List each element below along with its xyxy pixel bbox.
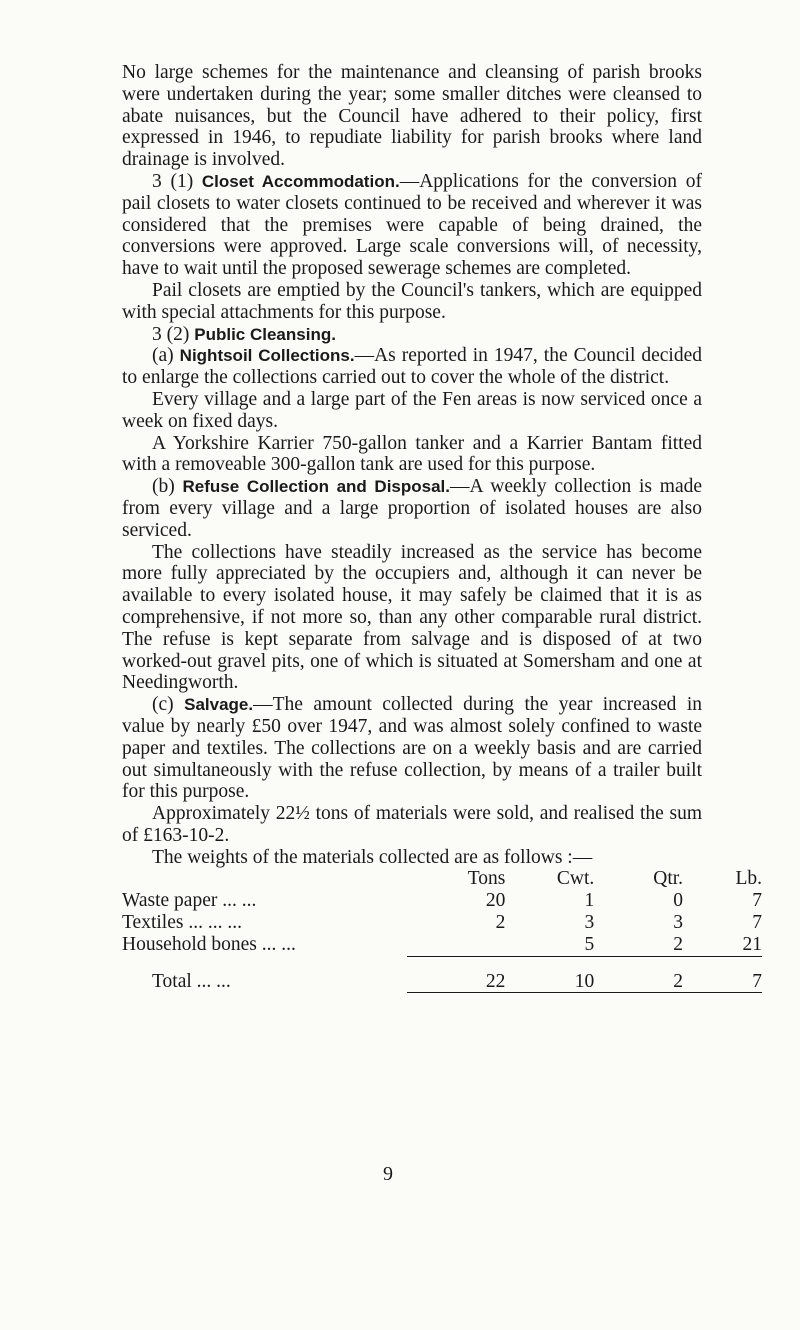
row-lb: 21 [742,933,762,955]
village-service-paragraph: Every village and a large part of the Fen areas is now serviced once a week on fixed days. [122,388,702,432]
section-heading: Closet Accommodation. [201,171,400,191]
row-tons [407,934,515,956]
section-3-2 [122,324,702,346]
table-total-row [122,956,762,993]
total-cwt: 10 [515,956,604,993]
total-label: Total ... ... [152,970,231,992]
weights-table [122,868,762,997]
table-row [122,912,762,934]
total-qtr: 2 [604,956,693,993]
row-lb: 7 [752,890,762,912]
section-number: 3 (2) [152,323,190,345]
row-name: Household bones ... ... [122,934,296,956]
row-cwt: 3 [584,912,595,934]
row-lb: 7 [752,912,762,934]
tanker-paragraph: A Yorkshire Karrier 750-gallon tanker and a Karrier Bantam fitted with a removeable 300-gallon tank are used for this purpose. [122,432,702,476]
document-page [122,62,762,997]
row-name: Textiles ... ... ... [122,912,242,934]
collections-paragraph: The collections have steadily increased as the service has become more fully appreciated by the occupiers and, although it can never be available to every isolated house, it may safely be claimed that it is as comprehensive, if not more so, than any other comparable rural district. The refuse is kept separate from salvage and is disposed of at two worked-out gravel pits, one of which is situated at Somersham and one at Needingworth. [122,541,702,694]
table-bottom-rule [122,993,762,998]
row-qtr: 3 [673,912,684,934]
row-cwt: 1 [584,890,595,912]
section-3-1 [122,171,702,280]
row-name: Waste paper ... ... [122,890,257,912]
header-tons: Tons [467,868,506,890]
section-heading: Public Cleansing. [194,324,336,344]
section-number: 3 (1) [152,170,194,192]
subsection-c [122,694,702,803]
subsection-heading: Nightsoil Collections. [179,346,355,366]
page-number: 9 [383,1163,393,1185]
header-cwt: Cwt. [556,868,595,890]
subsection-text: —The amount collected during the year increased in value by nearly £50 over 1947, and was almost solely confined to waste paper and textiles. The collections are on a weekly basis and are carried out simultaneously with the refuse collection, by means of a trailer built for this purpose. [122,694,702,803]
subsection-heading: Salvage. [184,695,254,715]
total-tons: 22 [407,956,515,993]
subsection-a [122,345,702,389]
subsection-heading: Refuse Collection and Disposal. [182,477,451,497]
table-row [122,934,762,956]
section-text: —Applications for the conversion of pail closets to water closets continued to be received and wherever it was considered that the premises were capable of being drained, the conversions were approved. Large scale conversions will, of necessity, have to wait until the proposed sewerage schemes are completed. [122,170,703,280]
subsection-label: (c) [152,694,174,716]
row-qtr: 2 [673,933,684,955]
row-cwt: 5 [584,933,595,955]
subsection-label: (b) [152,476,175,498]
row-tons: 20 [485,890,506,912]
subsection-label: (a) [152,345,174,367]
header-qtr: Qtr. [653,868,684,890]
tons-sold-paragraph: Approximately 22½ tons of materials were sold, and realised the sum of £163-10-2. [122,803,702,846]
header-lb: Lb. [735,868,762,890]
subsection-text: —As reported in 1947, the Council decided to enlarge the collections carried out to cover the whole of the district. [122,345,702,389]
subsection-text: —A weekly collection is made from every village and a large proportion of isolated houses are also serviced. [122,476,703,541]
subsection-b [122,476,702,541]
row-tons: 2 [495,912,506,934]
total-lb: 7 [693,956,762,993]
intro-paragraph: No large schemes for the maintenance and cleansing of parish brooks were undertaken during the year; some smaller ditches were cleansed to abate nuisances, but the Council have adhered to their policy, first expressed in 1946, to repudiate liability for parish brooks where land drainage is involved. [122,62,702,171]
table-row [122,890,762,912]
table-header-row [122,868,762,890]
row-qtr: 0 [673,890,684,912]
weights-intro: The weights of the materials collected are as follows :— [152,846,593,868]
pail-closets-paragraph: Pail closets are emptied by the Council's tankers, which are equipped with special attachments for this purpose. [122,279,702,323]
